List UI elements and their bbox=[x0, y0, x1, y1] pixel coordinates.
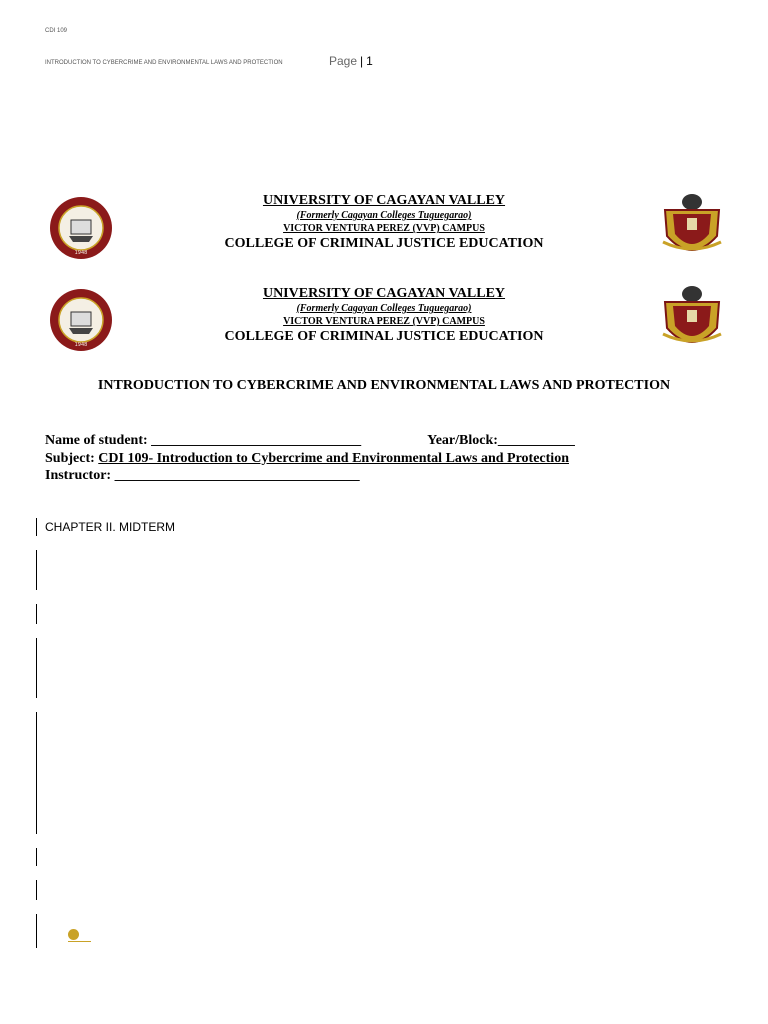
university-name: UNIVERSITY OF CAGAYAN VALLEY bbox=[262, 286, 506, 301]
chapter-heading: CHAPTER II. MIDTERM bbox=[45, 520, 176, 534]
college-name: COLLEGE OF CRIMINAL JUSTICE EDUCATION bbox=[224, 236, 544, 251]
subject-value: CDI 109- Introduction to Cybercrime and Environmental Laws and Protection bbox=[98, 450, 569, 466]
running-header-code: CDI 109 bbox=[45, 28, 68, 34]
course-heading: INTRODUCTION TO CYBERCRIME AND ENVIRONMENTAL LAWS AND PROTECTION bbox=[97, 378, 671, 393]
margin-bar bbox=[36, 880, 37, 900]
subject-line bbox=[45, 450, 745, 468]
subject-label: Subject: bbox=[45, 450, 99, 466]
margin-bar bbox=[36, 848, 37, 866]
page-number-value: 1 bbox=[366, 54, 373, 68]
running-header-title: INTRODUCTION TO CYBERCRIME AND ENVIRONMENTAL LAWS AND PROTECTION bbox=[45, 60, 283, 66]
margin-bar bbox=[36, 638, 37, 698]
formerly-name: (Formerly Cagayan Colleges Tuguegarao) bbox=[296, 303, 472, 314]
letterhead-1 bbox=[0, 193, 768, 253]
margin-bar bbox=[36, 550, 37, 590]
college-crest-logo bbox=[659, 192, 725, 264]
page-separator: | bbox=[360, 54, 364, 68]
yearblock-label: Year/Block: bbox=[427, 433, 498, 448]
bullet-underline bbox=[68, 941, 91, 942]
name-line bbox=[45, 432, 745, 450]
letterhead-2 bbox=[0, 286, 768, 346]
seal-year: 1948 bbox=[74, 250, 88, 256]
instructor-label: Instructor: bbox=[45, 468, 115, 483]
name-field[interactable]: ______________________________ bbox=[151, 433, 362, 448]
formerly-name: (Formerly Cagayan Colleges Tuguegarao) bbox=[296, 210, 472, 221]
name-label: Name of student: bbox=[45, 433, 152, 448]
instructor-field[interactable]: ___________________________________ bbox=[114, 468, 360, 483]
seal-year: 1948 bbox=[74, 342, 88, 348]
list-bullet bbox=[68, 929, 91, 943]
college-name: COLLEGE OF CRIMINAL JUSTICE EDUCATION bbox=[224, 329, 544, 344]
campus-name: VICTOR VENTURA PEREZ (VVP) CAMPUS bbox=[283, 316, 485, 327]
campus-name: VICTOR VENTURA PEREZ (VVP) CAMPUS bbox=[283, 223, 485, 234]
university-name: UNIVERSITY OF CAGAYAN VALLEY bbox=[262, 193, 506, 208]
margin-bar bbox=[36, 914, 37, 948]
bullet-dot-icon bbox=[68, 929, 79, 940]
margin-bar bbox=[36, 604, 37, 624]
page-label: Page bbox=[329, 54, 358, 68]
student-info-form bbox=[45, 432, 745, 485]
instructor-line bbox=[45, 467, 745, 485]
yearblock-field[interactable]: ___________ bbox=[497, 433, 575, 448]
page-number bbox=[329, 54, 373, 68]
margin-bar bbox=[36, 712, 37, 834]
college-crest-logo bbox=[659, 284, 725, 356]
margin-bar bbox=[36, 518, 37, 536]
